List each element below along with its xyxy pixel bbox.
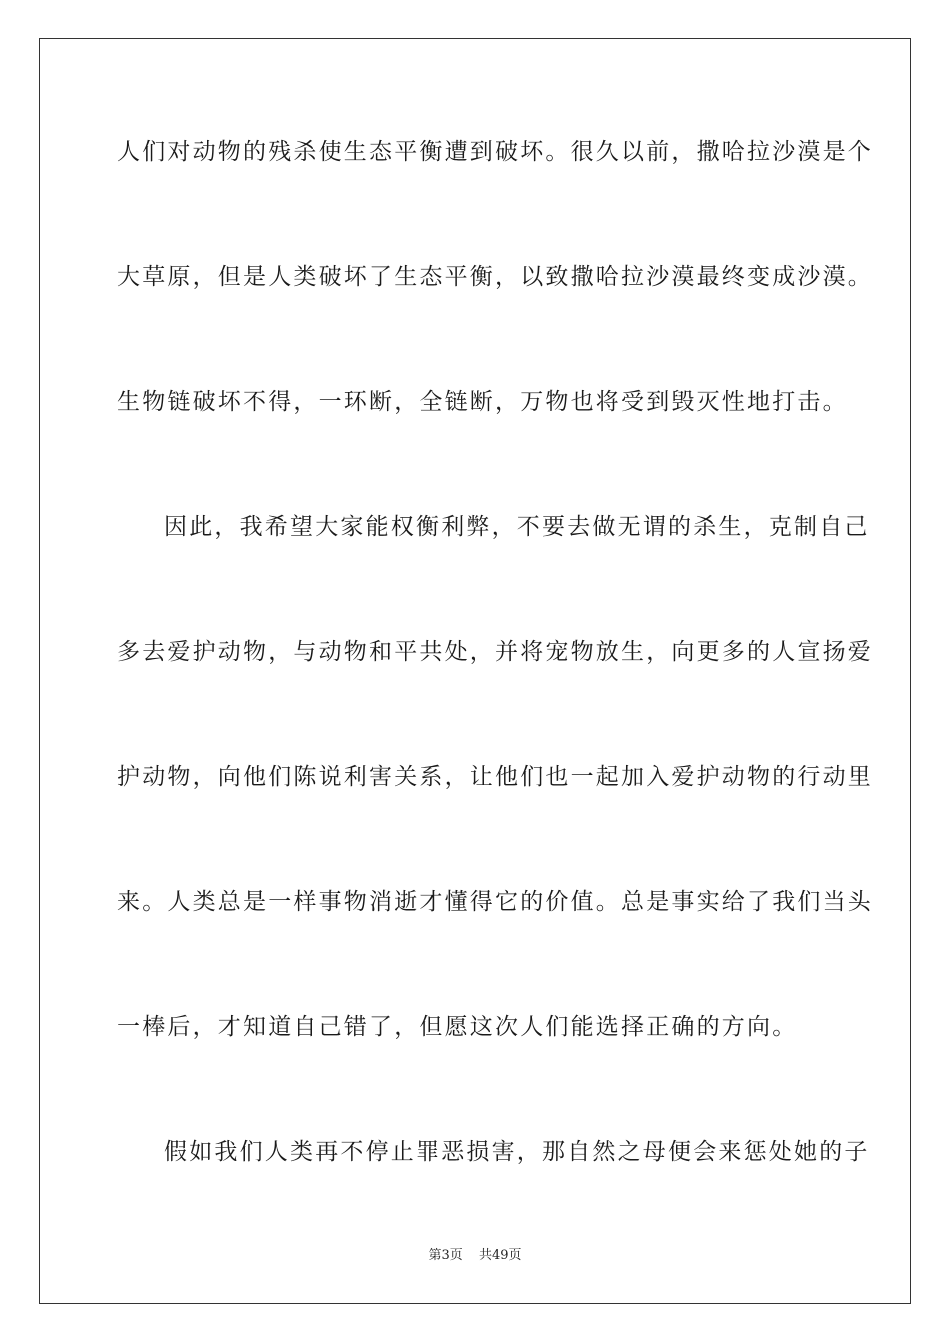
paragraph-line-indented: 假如我们人类再不停止罪恶损害，那自然之母便会来惩处她的子 — [164, 1139, 870, 1165]
page-total: 共49页 — [478, 1248, 522, 1263]
paragraph-line-indented: 因此，我希望大家能权衡利弊，不要去做无谓的杀生，克制自己 — [164, 514, 870, 540]
paragraph-line: 人们对动物的残杀使生态平衡遭到破坏。很久以前，撒哈拉沙漠是个 — [117, 139, 873, 165]
paragraph-line: 多去爱护动物，与动物和平共处，并将宠物放生，向更多的人宣扬爱 — [117, 639, 873, 665]
page-footer — [0, 1247, 950, 1265]
paragraph-line: 一棒后，才知道自己错了，但愿这次人们能选择正确的方向。 — [117, 1014, 798, 1040]
paragraph-line: 护动物，向他们陈说利害关系，让他们也一起加入爱护动物的行动里 — [117, 764, 873, 790]
paragraph-line: 大草原，但是人类破坏了生态平衡，以致撒哈拉沙漠最终变成沙漠。 — [117, 264, 873, 290]
paragraph-line: 来。人类总是一样事物消逝才懂得它的价值。总是事实给了我们当头 — [117, 889, 873, 915]
page-frame — [39, 38, 911, 1304]
paragraph-line: 生物链破坏不得，一环断，全链断，万物也将受到毁灭性地打击。 — [117, 389, 848, 415]
page-number: 第3页 — [428, 1248, 463, 1263]
